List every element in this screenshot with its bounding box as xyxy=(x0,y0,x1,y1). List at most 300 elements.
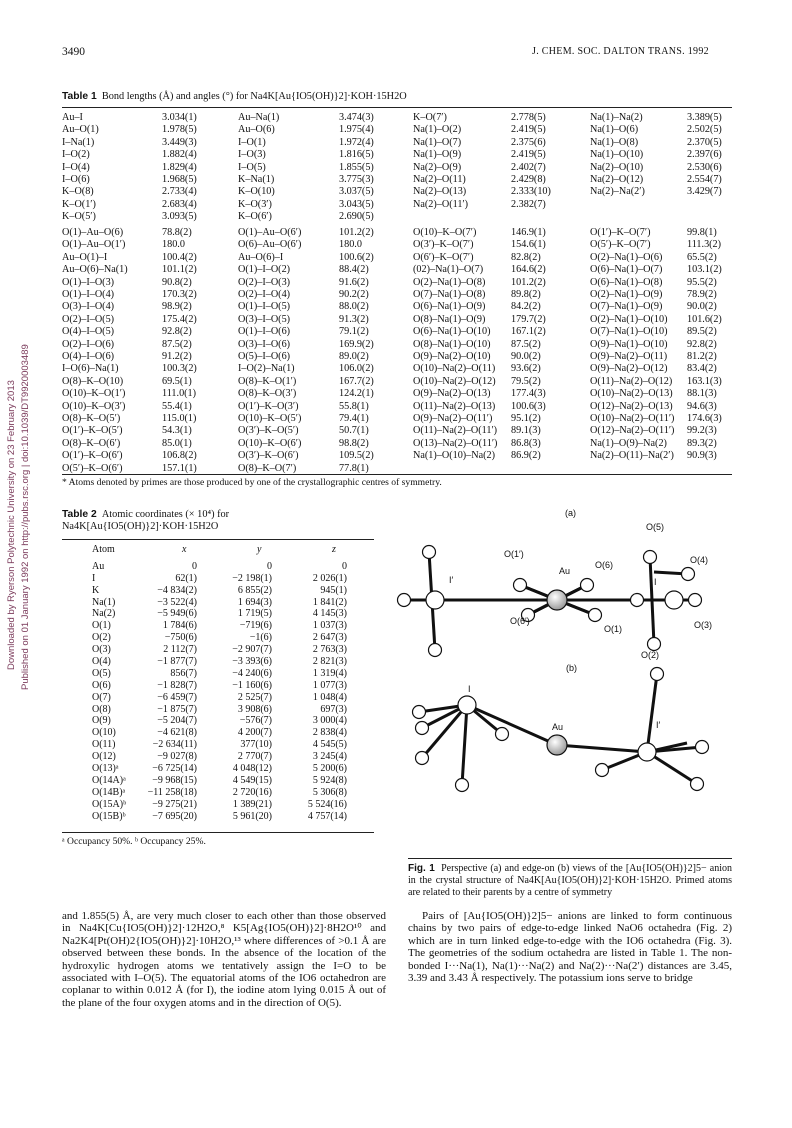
table-cell: 4 145(3) xyxy=(312,608,347,620)
bond-value: 2.419(5) xyxy=(511,149,546,161)
table-cell: O(15A)ᵇ xyxy=(92,798,127,810)
table-cell: 1 037(3) xyxy=(312,620,347,632)
bond-label: I–O(6)–Na(1) xyxy=(62,363,119,375)
bond-value: 177.4(3) xyxy=(511,388,546,400)
bond-label: Au–O(6)–Na(1) xyxy=(62,264,128,276)
table-cell: 2 763(3) xyxy=(312,644,347,656)
table2-footnote: ᵃ Occupancy 50%. ᵇ Occupancy 25%. xyxy=(62,836,206,847)
bond-label: O(9)–Na(1)–O(10) xyxy=(590,338,668,350)
table-cell: −11 258(18) xyxy=(147,786,197,798)
bond-value: 101.6(2) xyxy=(687,313,722,325)
bond-value: 169.9(2) xyxy=(339,338,374,350)
table-row xyxy=(62,775,374,787)
bond-value: 3.043(5) xyxy=(339,198,374,210)
table-cell: 62(1) xyxy=(175,572,197,584)
bond-value: 167.1(2) xyxy=(511,326,546,338)
bond-value: 2.554(7) xyxy=(687,174,722,185)
bond-label: O(7)–Na(1)–O(9) xyxy=(590,301,663,313)
table-cell: 4 200(7) xyxy=(237,727,272,739)
table2-caption: Atomic coordinates (× 10⁴) for Na4K[Au{IO5(OH)}2]·KOH·15H2O xyxy=(62,509,230,532)
bond-label: K–O(3′) xyxy=(238,198,272,210)
bond-value: 3.449(3) xyxy=(162,136,197,148)
atom-label: I′ xyxy=(656,720,661,730)
bond-label: O(8)–K–O(10) xyxy=(62,375,124,387)
atom-label: O(6) xyxy=(595,560,613,570)
table-cell: 1 048(4) xyxy=(312,691,347,703)
atom-label: O(1′) xyxy=(504,549,524,559)
bond-value: 55.4(1) xyxy=(162,400,192,412)
bond-label: O(12)–Na(2)–O(11′) xyxy=(590,425,675,437)
bond-value: 167.7(2) xyxy=(339,375,374,387)
table-cell: 0 xyxy=(192,560,197,572)
bond-label: O(3)–I–O(4) xyxy=(62,301,115,313)
bond-value: 89.1(3) xyxy=(511,425,541,437)
table1-label: Table 1 xyxy=(62,91,97,102)
table-cell: 1 719(5) xyxy=(237,608,272,620)
bond-value: 2.530(6) xyxy=(687,161,722,173)
bond-label: O(1)–I–O(6) xyxy=(238,326,291,338)
table-cell: O(7) xyxy=(92,691,111,703)
table1-title xyxy=(62,91,407,103)
bond-label: O(2)–I–O(5) xyxy=(62,313,115,325)
bond-value: 174.6(3) xyxy=(687,413,722,424)
bond-value: 163.1(3) xyxy=(687,375,722,387)
bond-value: 101.2(2) xyxy=(339,227,374,238)
bond-label: Na(1)–O(7) xyxy=(413,136,462,148)
bond-label: O(8)–K–O(7′) xyxy=(238,462,297,474)
bond-label: Na(1)–O(6) xyxy=(590,124,639,136)
paragraph: and 1.855(5) Å, are very much closer to each other than those observed in Na4K[Cu{IO5(OH)}2]·12H2O,⁸ K5[Ag{IO5(OH)}2]·8H2O¹⁰ and Na2K4[Pt(OH)2{IO5(OH)}2]·10H2O,¹³ where differences of >0.1 Å are observed between these bonds. In the absence of the location of the hydroxylic hydrogen atoms we tentatively assign the I=O to be associated with I–O(5). The equatorial atoms of the IO6 octahedron are coplanar to within 0.012 Å (for I), the iodine atom lying 0.015 Å out of the plane of the four oxygen atoms and in the direction of O(5). xyxy=(62,910,386,1009)
bond-label: Na(2)–O(13) xyxy=(413,186,467,198)
bond-label: O(3′)–K–O(5′) xyxy=(238,425,299,437)
bond-label: Au–Na(1) xyxy=(238,112,280,123)
bond-value: 154.6(1) xyxy=(511,239,546,251)
table-cell: 6 855(2) xyxy=(237,584,272,596)
table-cell: −9 275(21) xyxy=(152,798,197,810)
table-cell: 1 841(2) xyxy=(312,596,347,608)
bond-value: 106.8(2) xyxy=(162,450,197,462)
bond-label: I–O(2) xyxy=(62,149,90,161)
bond-label: Au–O(6) xyxy=(238,124,275,136)
paragraph: Pairs of [Au{IO5(OH)}2]5− anions are linked to form continuous chains by two pairs of edge-to-edge linked NaO6 octahedra (Fig. 2) which are in turn linked edge-to-edge with the IO6 octahedra (Fig. 3). The geometries of the sodium octahedra are listed in Table 1. The non-bonded I···Na(1), Na(1)···Na(2) and Na(2)···Na(2′) distances are 3.45, 3.39 and 3.43 Å respectively. The potassium ions serve to bridge xyxy=(408,910,732,985)
table-cell: −1 875(7) xyxy=(157,703,197,715)
bond-label: O(10)–Na(2)–O(12) xyxy=(413,375,496,387)
bond-label: O(10)–K–O(7′) xyxy=(413,227,477,238)
table-cell: 2 770(7) xyxy=(237,751,272,763)
bond-value: 83.4(2) xyxy=(687,363,717,375)
table-cell: −3 393(6) xyxy=(232,656,272,668)
bond-value: 146.9(1) xyxy=(511,227,546,238)
table-cell: Na(1) xyxy=(92,596,116,608)
table-cell: −9 027(8) xyxy=(157,751,197,763)
table2-top-rule xyxy=(62,539,374,540)
table-row xyxy=(62,620,374,632)
table-row xyxy=(62,668,374,680)
table-cell: −750(6) xyxy=(164,632,197,644)
bond-value: 180.0 xyxy=(339,239,362,251)
bond-value: 88.4(2) xyxy=(339,264,369,276)
bond-label: I–Na(1) xyxy=(62,136,95,148)
table1-bottom-rule xyxy=(62,474,732,475)
table-cell: K xyxy=(92,584,100,596)
table-cell: −1(6) xyxy=(249,632,272,644)
table-cell: O(11) xyxy=(92,739,116,751)
bond-label: O(2)–Na(1)–O(10) xyxy=(590,313,668,325)
column-header: z xyxy=(332,544,336,555)
table-cell: −576(7) xyxy=(239,715,272,727)
bond-label: O(1′)–K–O(7′) xyxy=(590,227,651,238)
table-cell: −7 695(20) xyxy=(152,810,197,822)
column-header: Atom xyxy=(92,544,115,555)
bond-label: O(1′)–K–O(6′) xyxy=(62,450,123,462)
bond-label: O(1)–I–O(4) xyxy=(62,289,115,300)
bond-label: O(10)–K–O(5′) xyxy=(238,413,302,424)
bond-value: 101.2(2) xyxy=(511,276,546,288)
provenance-sidebar xyxy=(4,250,34,690)
table-row xyxy=(62,656,374,668)
table-row xyxy=(62,561,374,573)
bond-value: 90.0(2) xyxy=(687,301,717,313)
table-cell: −3 522(4) xyxy=(157,596,197,608)
bond-value: 3.093(5) xyxy=(162,211,197,223)
table-cell: 2 720(16) xyxy=(232,786,272,798)
bond-label: I–O(5) xyxy=(238,161,266,173)
bond-label: O(9)–Na(2)–O(11′) xyxy=(413,413,493,424)
bond-label: Na(2)–O(11) xyxy=(413,174,466,185)
table-row xyxy=(62,644,374,656)
table-cell: −2 634(11) xyxy=(152,739,197,751)
table-cell: −2 198(1) xyxy=(232,572,272,584)
bond-value: 100.4(2) xyxy=(162,251,197,263)
bond-label: O(2)–I–O(6) xyxy=(62,338,115,350)
bond-value: 98.9(2) xyxy=(162,301,192,313)
bond-value: 92.8(2) xyxy=(687,338,717,350)
bond-value: 2.382(7) xyxy=(511,198,546,210)
bond-label: K–O(8) xyxy=(62,186,94,198)
table-row xyxy=(62,608,374,620)
table-row xyxy=(62,727,374,739)
table-row xyxy=(62,692,374,704)
bond-label: O(1)–Au–O(6) xyxy=(62,227,124,238)
table1-caption: Bond lengths (Å) and angles (°) for Na4K[Au{IO5(OH)}2]·KOH·15H2O xyxy=(101,91,407,102)
table-cell: 1 784(6) xyxy=(162,620,197,632)
bond-label: Na(1)–O(10) xyxy=(590,149,644,161)
table-cell: O(15B)ᵇ xyxy=(92,810,126,822)
bond-label: Au–O(6)–I xyxy=(238,251,284,263)
table-row xyxy=(62,704,374,716)
bond-value: 90.2(2) xyxy=(339,289,369,300)
table-cell: 4 048(12) xyxy=(232,763,272,775)
table-cell: −6 725(14) xyxy=(152,763,197,775)
bond-label: Au–O(1) xyxy=(62,124,99,136)
table-cell: −1 877(7) xyxy=(157,656,197,668)
bond-label: O(6)–Na(1)–O(8) xyxy=(590,276,663,288)
atom-label: I′ xyxy=(449,575,454,585)
bond-value: 91.6(2) xyxy=(339,276,369,288)
bond-label: O(3)–I–O(5) xyxy=(238,313,291,325)
bond-label: O(4)–I–O(5) xyxy=(62,326,115,338)
table-cell: −9 968(15) xyxy=(152,774,197,786)
bond-value: 111.0(1) xyxy=(162,388,197,400)
bond-value: 55.8(1) xyxy=(339,400,369,412)
bond-label: O(1′)–K–O(5′) xyxy=(62,425,123,437)
bond-label: O(10)–Na(2)–O(11) xyxy=(413,363,496,375)
bond-value: 2.402(7) xyxy=(511,161,546,173)
bond-label: Na(1)–O(8) xyxy=(590,136,639,148)
table-row xyxy=(62,597,374,609)
structure-drawing xyxy=(392,512,732,812)
bond-value: 175.4(2) xyxy=(162,313,197,325)
bond-value: 99.2(3) xyxy=(687,425,717,437)
table-cell: 1 389(21) xyxy=(232,798,272,810)
bond-value: 81.2(2) xyxy=(687,351,717,362)
bond-label: O(10)–Na(2)–O(13) xyxy=(590,388,673,400)
bond-value: 2.370(5) xyxy=(687,136,722,148)
body-column-right xyxy=(408,910,732,984)
table-cell: 1 077(3) xyxy=(312,679,347,691)
table-row xyxy=(62,787,374,799)
table-cell: 2 525(7) xyxy=(237,691,272,703)
bond-label: Na(2)–O(11)–Na(2′) xyxy=(590,450,674,462)
bond-value: 115.0(1) xyxy=(162,413,197,424)
table-header-row xyxy=(62,544,374,556)
table-row xyxy=(62,680,374,692)
table-row xyxy=(62,632,374,644)
table-cell: 5 200(6) xyxy=(312,763,347,775)
bond-label: O(9)–Na(2)–O(10) xyxy=(413,351,491,362)
bond-label: Na(2)–Na(2′) xyxy=(590,186,645,198)
bond-value: 109.5(2) xyxy=(339,450,374,462)
atom-label: O(3) xyxy=(694,620,712,630)
bond-label: O(1)–Au–O(1′) xyxy=(62,239,126,251)
bond-value: 87.5(2) xyxy=(511,338,541,350)
bond-label: O(8)–Na(1)–O(10) xyxy=(413,338,491,350)
figure-1-caption-text: Perspective (a) and edge-on (b) views of the [Au{IO5(OH)}2]5− anion in the crystal structure of Na4K[Au{IO5(OH)}2]·KOH·15H2O. Primed atoms are related to their parents by a centre of symmetry xyxy=(408,863,732,898)
bond-value: 2.733(4) xyxy=(162,186,197,198)
table-cell: O(2) xyxy=(92,632,111,644)
table-row xyxy=(62,763,374,775)
bond-value: 100.3(2) xyxy=(162,363,197,375)
table-cell: O(6) xyxy=(92,679,111,691)
table-cell: 2 821(3) xyxy=(312,656,347,668)
table-cell: 2 647(3) xyxy=(312,632,347,644)
bond-value: 2.502(5) xyxy=(687,124,722,136)
bond-label: K–O(10) xyxy=(238,186,275,198)
bond-value: 2.375(6) xyxy=(511,136,546,148)
bond-value: 3.429(7) xyxy=(687,186,722,198)
bond-value: 124.2(1) xyxy=(339,388,374,400)
column-header: x xyxy=(182,544,187,555)
bond-label: O(3)–I–O(6) xyxy=(238,338,291,350)
bond-value: 1.968(5) xyxy=(162,174,197,185)
bond-value: 95.1(2) xyxy=(511,413,541,424)
table-row xyxy=(62,739,374,751)
table-cell: 3 908(6) xyxy=(237,703,272,715)
bond-label: Na(1)–Na(2) xyxy=(590,112,643,123)
bond-value: 88.1(3) xyxy=(687,388,717,400)
page-number: 3490 xyxy=(62,46,85,58)
table-row xyxy=(62,799,374,811)
column-header: y xyxy=(257,544,262,555)
bond-value: 90.8(2) xyxy=(162,276,192,288)
bond-label: Na(2)–O(12) xyxy=(590,174,644,185)
publication-note: Published on 01 January 1992 on http://pubs.rsc.org | doi:10.1039/DT9920003489 xyxy=(20,344,31,690)
bond-value: 91.2(2) xyxy=(162,351,192,362)
bond-value: 179.7(2) xyxy=(511,313,546,325)
bond-value: 84.2(2) xyxy=(511,301,541,313)
bond-label: O(2)–I–O(4) xyxy=(238,289,291,300)
bond-label: O(11)–Na(2)–O(11′) xyxy=(413,425,498,437)
table-cell: 0 xyxy=(267,560,272,572)
table-cell: −2 907(7) xyxy=(232,644,272,656)
bond-value: 79.5(2) xyxy=(511,375,541,387)
bond-value: 100.6(2) xyxy=(339,251,374,263)
bond-label: O(8)–K–O(5′) xyxy=(62,413,121,424)
table-cell: −4 834(2) xyxy=(157,584,197,596)
atom-label: O(5) xyxy=(646,522,664,532)
atom-label: O(2) xyxy=(641,650,659,660)
body-column-left xyxy=(62,910,386,1009)
table-row xyxy=(62,751,374,763)
atom-label: O(1) xyxy=(604,624,622,634)
bond-label: I–O(1) xyxy=(238,136,266,148)
bond-value: 1.829(4) xyxy=(162,161,197,173)
bond-label: Na(1)–O(2) xyxy=(413,124,462,136)
bond-label: O(10)–K–O(6′) xyxy=(238,437,302,449)
table1-footnote: * Atoms denoted by primes are those produced by one of the crystallographic centres of symmetry. xyxy=(62,477,442,488)
bond-label: O(5)–I–O(6) xyxy=(238,351,291,362)
bond-value: 2.333(10) xyxy=(511,186,551,198)
bond-value: 1.978(5) xyxy=(162,124,197,136)
bond-value: 90.0(2) xyxy=(511,351,541,362)
bond-value: 93.6(2) xyxy=(511,363,541,375)
table-cell: O(12) xyxy=(92,751,116,763)
bond-value: 87.5(2) xyxy=(162,338,192,350)
view-b-label: (b) xyxy=(566,663,577,673)
bond-value: 99.8(1) xyxy=(687,227,717,238)
bond-label: O(7)–Na(1)–O(8) xyxy=(413,289,486,300)
bond-label: Na(2)–O(9) xyxy=(413,161,462,173)
bond-value: 180.0 xyxy=(162,239,185,251)
bond-value: 1.975(4) xyxy=(339,124,374,136)
table-cell: I xyxy=(92,572,96,584)
bond-value: 2.778(5) xyxy=(511,112,546,123)
bond-value: 82.8(2) xyxy=(511,251,541,263)
bond-label: Na(1)–O(9)–Na(2) xyxy=(590,437,667,449)
table-cell: 3 245(4) xyxy=(312,751,347,763)
bond-value: 3.034(1) xyxy=(162,112,197,123)
bond-label: O(2)–Na(1)–O(9) xyxy=(590,289,663,300)
bond-value: 50.7(1) xyxy=(339,425,369,437)
bond-value: 1.855(5) xyxy=(339,161,374,173)
table-cell: O(9) xyxy=(92,715,111,727)
bond-label: I–O(4) xyxy=(62,161,90,173)
bond-label: O(8)–K–O(6′) xyxy=(62,437,121,449)
bond-label: O(6)–Na(1)–O(9) xyxy=(413,301,486,313)
bond-value: 103.1(2) xyxy=(687,264,722,276)
bond-label: O(10)–K–O(3′) xyxy=(62,400,126,412)
bond-label: O(1)–I–O(5) xyxy=(238,301,291,313)
bond-label: O(6′)–K–O(7′) xyxy=(413,251,474,263)
bond-label: O(8)–Na(1)–O(9) xyxy=(413,313,486,325)
bond-label: O(7)–Na(1)–O(10) xyxy=(590,326,668,338)
table-cell: −6 459(7) xyxy=(157,691,197,703)
bond-value: 2.419(5) xyxy=(511,124,546,136)
table-cell: 856(7) xyxy=(170,667,197,679)
bond-value: 3.474(3) xyxy=(339,112,374,123)
table-cell: −1 828(7) xyxy=(157,679,197,691)
bond-value: 95.5(2) xyxy=(687,276,717,288)
table-cell: O(14A)ᵃ xyxy=(92,774,126,786)
bond-value: 79.4(1) xyxy=(339,413,369,424)
table-cell: O(4) xyxy=(92,656,111,668)
bond-value: 92.8(2) xyxy=(162,326,192,338)
table-cell: O(1) xyxy=(92,620,111,632)
table-row xyxy=(62,573,374,585)
atom-label: I xyxy=(468,684,471,694)
atom-label: O(4) xyxy=(690,555,708,565)
atom-circle xyxy=(423,546,436,559)
figure-1-label: Fig. 1 xyxy=(408,863,435,874)
table-cell: −4 621(8) xyxy=(157,727,197,739)
table-cell: 945(1) xyxy=(320,584,347,596)
bond-value: 88.0(2) xyxy=(339,301,369,313)
bond-value: 164.6(2) xyxy=(511,264,546,276)
bond-value: 100.6(3) xyxy=(511,400,546,412)
table-cell: 2 838(4) xyxy=(312,727,347,739)
bond-label: K–Na(1) xyxy=(238,174,275,185)
bond-label: Na(1)–O(10)–Na(2) xyxy=(413,450,496,462)
bond-value: 78.8(2) xyxy=(162,227,192,238)
bond-label: O(2)–I–O(3) xyxy=(238,276,291,288)
bond-value: 2.429(8) xyxy=(511,174,546,185)
bond-label: O(10)–Na(2)–O(11′) xyxy=(590,413,675,424)
table-cell: O(14B)ᵃ xyxy=(92,786,126,798)
table-cell: 3 000(4) xyxy=(312,715,347,727)
table-cell: 4 757(14) xyxy=(307,810,347,822)
figure-1 xyxy=(392,508,732,812)
bond-value: 69.5(1) xyxy=(162,375,192,387)
bond-value: 79.1(2) xyxy=(339,326,369,338)
bond-value: 91.3(2) xyxy=(339,313,369,325)
bond-label: (02)–Na(1)–O(7) xyxy=(413,264,484,276)
table-cell: 697(3) xyxy=(320,703,347,715)
bond-value: 86.9(2) xyxy=(511,450,541,462)
bond-label: O(2)–Na(1)–O(6) xyxy=(590,251,663,263)
bond-label: O(6)–Na(1)–O(10) xyxy=(413,326,491,338)
bond-label: O(10)–K–O(1′) xyxy=(62,388,126,400)
table-cell: 5 924(8) xyxy=(312,774,347,786)
table-cell: −719(6) xyxy=(239,620,272,632)
table-cell: Na(2) xyxy=(92,608,116,620)
table-row xyxy=(62,715,374,727)
bond-value: 98.8(2) xyxy=(339,437,369,449)
table-cell: 4 545(5) xyxy=(312,739,347,751)
bond-label: O(1)–Au–O(6′) xyxy=(238,227,302,238)
table-cell: −5 204(7) xyxy=(157,715,197,727)
table2-title xyxy=(62,509,374,533)
bond-value: 101.1(2) xyxy=(162,264,197,276)
bond-label: Na(2)–O(11′) xyxy=(413,198,469,210)
table2-bottom-rule xyxy=(62,832,374,833)
table-cell: O(10) xyxy=(92,727,116,739)
bond-label: K–O(1′) xyxy=(62,198,96,210)
bond-value: 78.9(2) xyxy=(687,289,717,300)
bond-label: O(13)–Na(2)–O(11′) xyxy=(413,437,498,449)
table-cell: 2 112(7) xyxy=(163,644,197,656)
bond-value: 2.397(6) xyxy=(687,149,722,161)
atom-label: Au xyxy=(559,566,571,576)
